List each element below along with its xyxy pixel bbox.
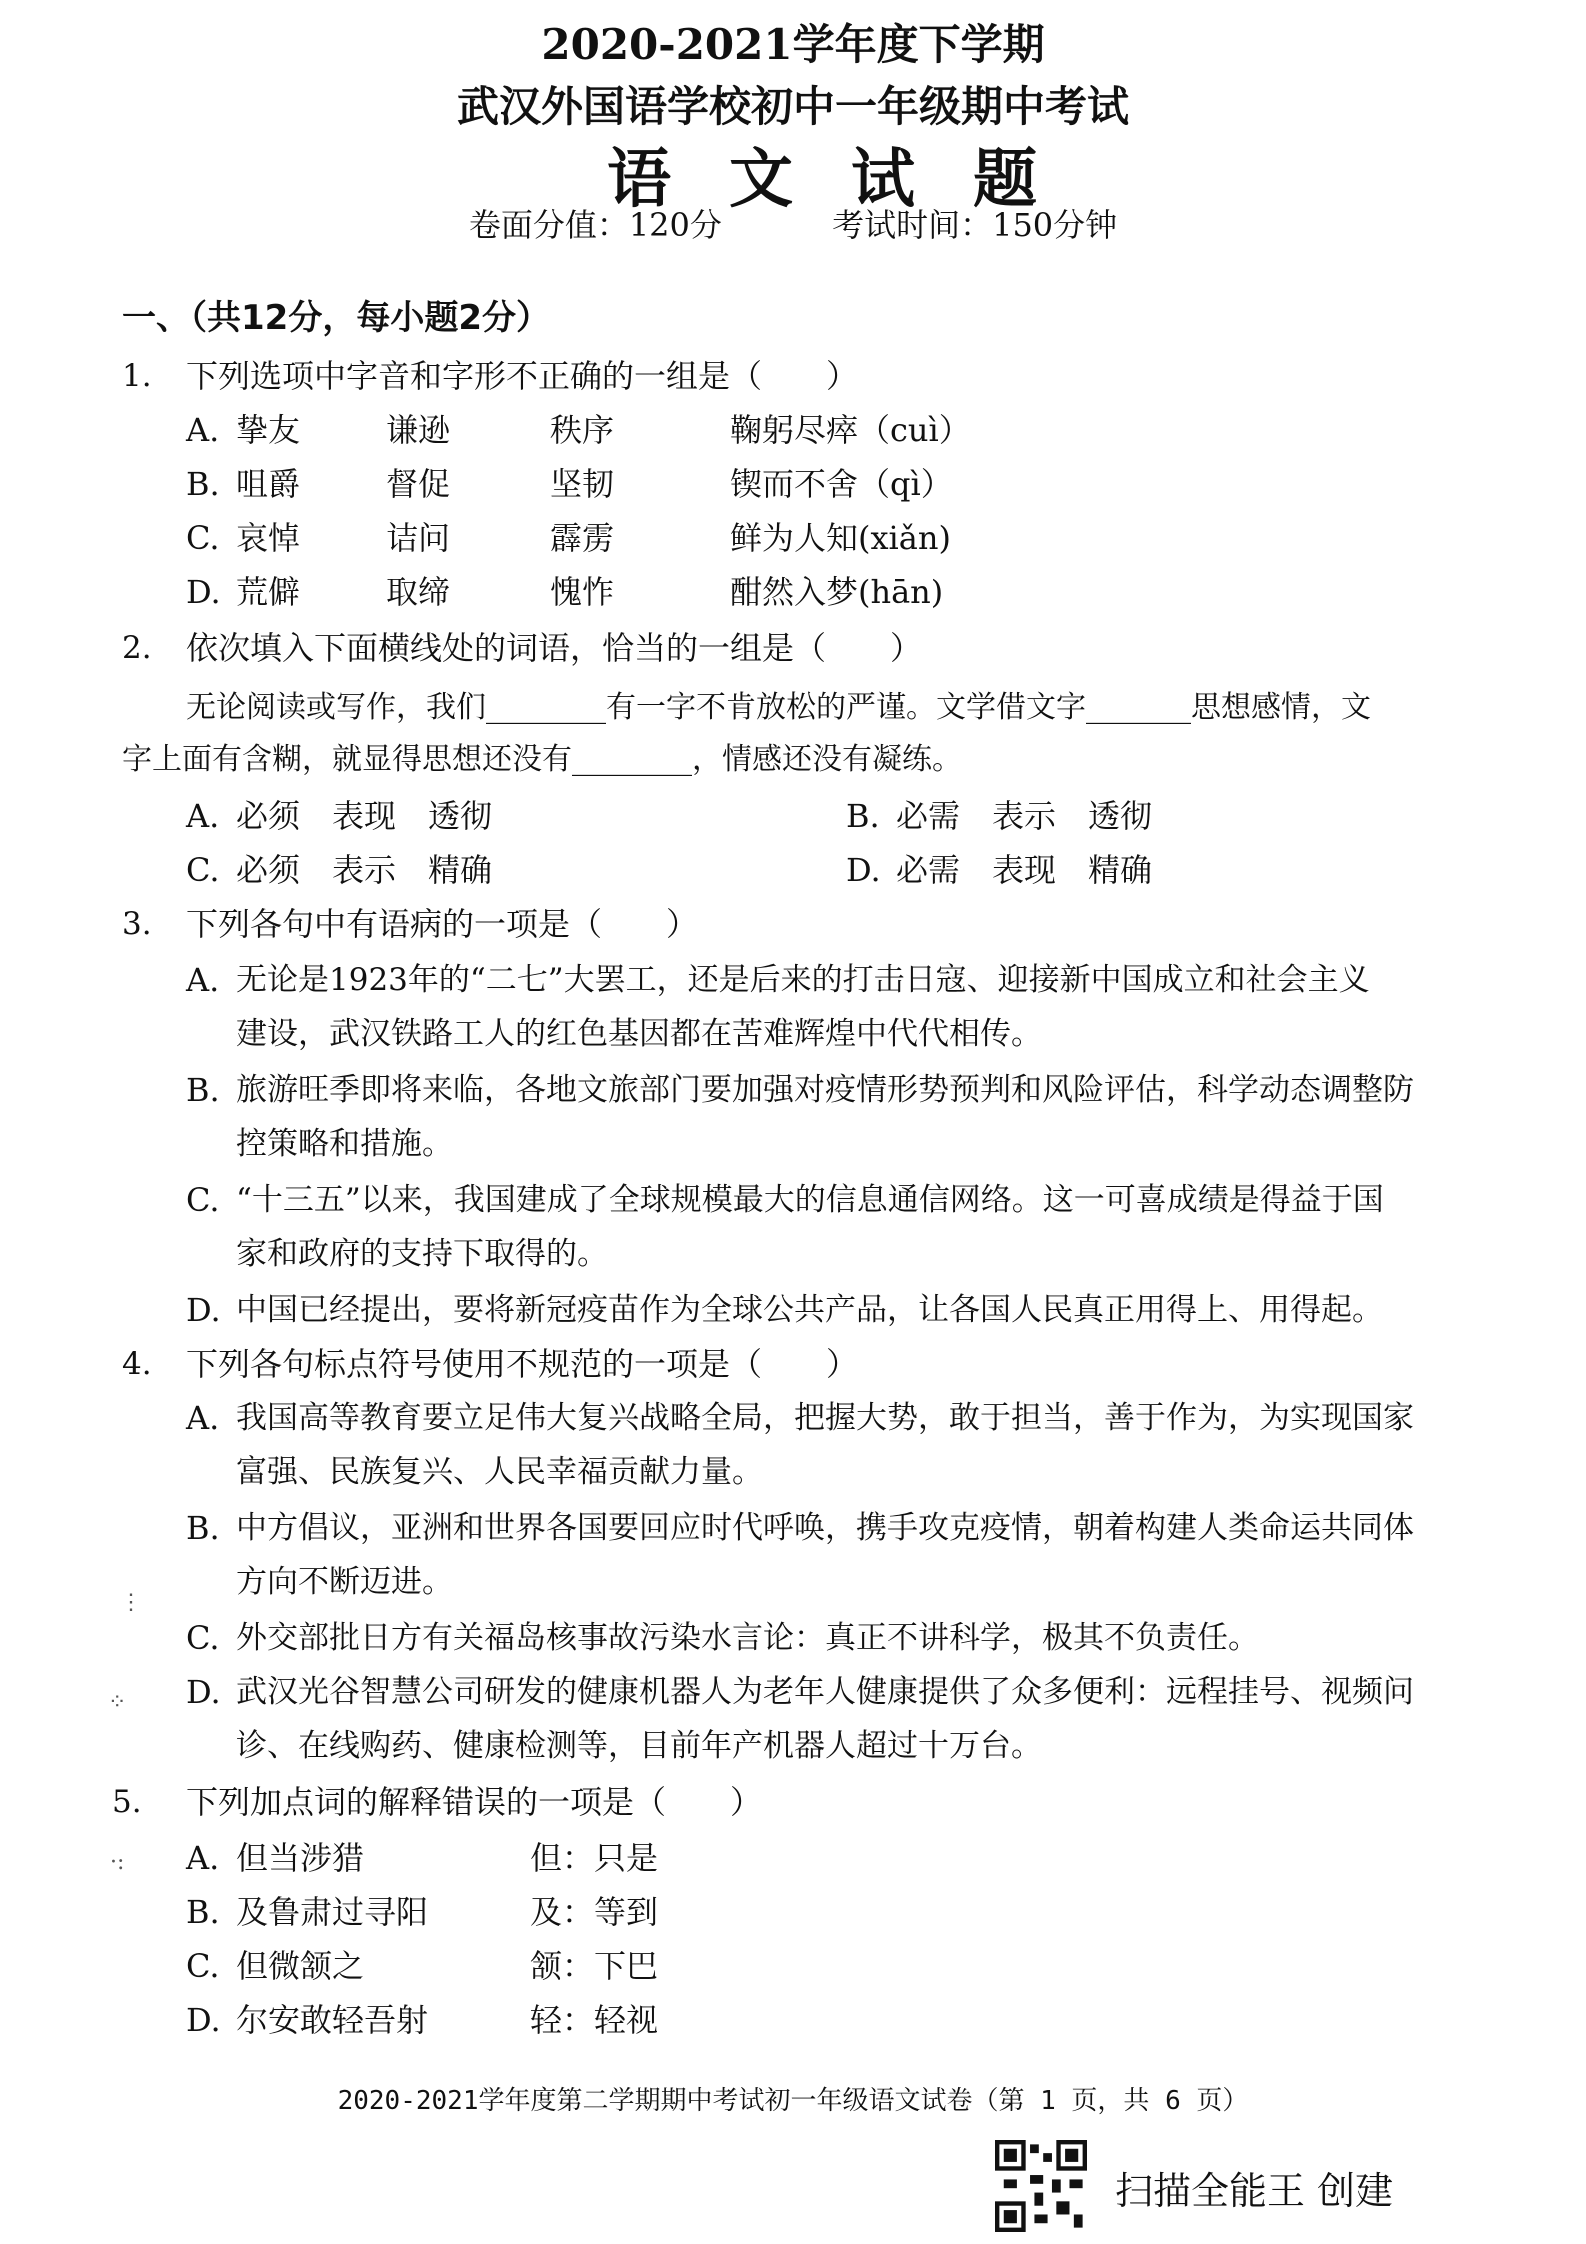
score-info: 卷面分值：120分 — [468, 206, 722, 244]
q4-option-d-line1: 武汉光谷智慧公司研发的健康机器人为老年人健康提供了众多便利：远程挂号、视频问 — [236, 1674, 1414, 1710]
q5-option-b-label: B. — [186, 1893, 220, 1931]
q5-option-d-expl: 轻：轻视 — [530, 2001, 659, 2039]
q2-passage-line2: 字上面有含糊，就显得思想还没有________，情感还没有凝练。 — [122, 742, 962, 777]
q2-passage-line1: 无论阅读或写作，我们________有一字不肯放松的严谨。文学借文字_______思想感情，文 — [186, 690, 1371, 725]
q4-option-b-line2: 方向不断迈进。 — [236, 1564, 453, 1600]
q4-option-d-label: D. — [186, 1673, 221, 1711]
q4-option-a-line1: 我国高等教育要立足伟大复兴战略全局，把握大势，敢于担当，善于作为，为实现国家 — [236, 1400, 1414, 1436]
q4-stem: 下列各句标点符号使用不规范的一项是（ ） — [186, 1345, 859, 1383]
option-word: 秩序 — [550, 411, 615, 449]
option-word: 督促 — [386, 465, 451, 503]
q1-stem: 下列选项中字音和字形不正确的一组是（ ） — [186, 357, 859, 395]
qr-code-icon — [995, 2140, 1087, 2232]
q5-number: 5. — [112, 1784, 142, 1820]
q4-option-a-line2: 富强、民族复兴、人民幸福贡献力量。 — [236, 1454, 763, 1490]
q2-option-c: 必须 表示 精确 — [236, 851, 493, 889]
q2-option-b: 必需 表示 透彻 — [896, 797, 1153, 835]
q2-number: 2. — [122, 630, 152, 666]
q3-option-c-label: C. — [186, 1181, 220, 1219]
header-meta — [0, 200, 1586, 246]
q3-option-c-line2: 家和政府的支持下取得的。 — [236, 1236, 608, 1272]
q3-option-b-label: B. — [186, 1071, 220, 1109]
option-word: 诘问 — [386, 519, 451, 557]
q4-option-c-label: C. — [186, 1619, 220, 1657]
q4-option-a-label: A. — [186, 1399, 220, 1437]
q2-option-c-label: C. — [186, 851, 220, 889]
q2-option-a-label: A. — [186, 797, 220, 835]
q2-stem: 依次填入下面横线处的词语，恰当的一组是（ ） — [186, 629, 923, 667]
option-word: 锲而不舍（qì） — [730, 465, 953, 503]
q5-option-c-label: C. — [186, 1947, 220, 1985]
section-title: 一、（共12分，每小题2分） — [122, 298, 550, 338]
q3-option-d-line1: 中国已经提出，要将新冠疫苗作为全球公共产品，让各国人民真正用得上、用得起。 — [236, 1292, 1383, 1328]
q5-option-d-text: 尔安敢轻吾射 — [236, 2001, 429, 2039]
option-word: 取缔 — [386, 573, 451, 611]
header-school: 武汉外国语学校初中一年级期中考试 — [456, 82, 1129, 131]
q5-option-a-text: 但当涉猎 — [236, 1839, 365, 1877]
q3-option-a-line1: 无论是1923年的“二七”大罢工，还是后来的打击日寇、迎接新中国成立和社会主义 — [236, 962, 1370, 998]
option-word: 霹雳 — [550, 519, 615, 557]
scan-noise: ⋮ — [120, 1590, 142, 1615]
q1-number: 1. — [122, 358, 152, 394]
option-word: 坚韧 — [550, 465, 615, 503]
q5-option-c-expl: 颔：下巴 — [530, 1947, 659, 1985]
scan-badge: 扫描全能王 创建 — [1115, 2169, 1394, 2213]
q2-option-d: 必需 表现 精确 — [896, 851, 1153, 889]
option-word: 咀爵 — [236, 465, 301, 503]
option-word: 鞠躬尽瘁（cuì） — [730, 411, 971, 449]
option-word: 谦逊 — [386, 411, 451, 449]
option-label: A. — [186, 411, 220, 449]
scan-noise: ⁘ — [108, 1690, 127, 1715]
q5-stem: 下列加点词的解释错误的一项是（ ） — [186, 1783, 763, 1821]
option-word: 挚友 — [236, 411, 301, 449]
q4-number: 4. — [122, 1346, 152, 1382]
q3-option-a-line2: 建设，武汉铁路工人的红色基因都在苦难辉煌中代代相传。 — [236, 1016, 1042, 1052]
q3-option-d-label: D. — [186, 1291, 221, 1329]
q4-option-d-line2: 诊、在线购药、健康检测等，目前年产机器人超过十万台。 — [236, 1728, 1042, 1764]
option-word: 鲜为人知(xiǎn) — [730, 519, 951, 557]
option-word: 荒僻 — [236, 573, 301, 611]
q2-option-b-label: B. — [846, 797, 880, 835]
q4-option-b-label: B. — [186, 1509, 220, 1547]
header-subject: 语文试题 — [607, 142, 1095, 217]
q3-option-b-line1: 旅游旺季即将来临，各地文旅部门要加强对疫情形势预判和风险评估，科学动态调整防 — [236, 1072, 1414, 1108]
q4-option-c-line1: 外交部批日方有关福岛核事故污染水言论：真正不讲科学，极其不负责任。 — [236, 1620, 1259, 1656]
page-footer: 2020-2021学年度第二学期期中考试初一年级语文试卷（第 1 页，共 6 页） — [337, 2086, 1249, 2116]
q3-stem: 下列各句中有语病的一项是（ ） — [186, 905, 699, 943]
q5-option-d-label: D. — [186, 2001, 221, 2039]
option-word: 愧怍 — [550, 573, 615, 611]
q3-option-c-line1: “十三五”以来，我国建成了全球规模最大的信息通信网络。这一可喜成绩是得益于国 — [236, 1182, 1384, 1218]
q5-option-c-text: 但微颔之 — [236, 1947, 365, 1985]
time-info: 考试时间：150分钟 — [832, 206, 1118, 244]
option-label: C. — [186, 519, 220, 557]
q4-option-b-line1: 中方倡议，亚洲和世界各国要回应时代呼唤，携手攻克疫情，朝着构建人类命运共同体 — [236, 1510, 1414, 1546]
scan-noise: ·: — [110, 1850, 125, 1875]
option-label: D. — [186, 573, 221, 611]
q5-option-a-expl: 但：只是 — [530, 1839, 659, 1877]
q5-option-a-label: A. — [186, 1839, 220, 1877]
q3-number: 3. — [122, 906, 152, 942]
q5-option-b-expl: 及：等到 — [530, 1893, 659, 1931]
q3-option-b-line2: 控策略和措施。 — [236, 1126, 453, 1162]
option-label: B. — [186, 465, 220, 503]
q5-option-b-text: 及鲁肃过寻阳 — [236, 1893, 429, 1931]
header-year: 2020-2021学年度下学期 — [541, 20, 1045, 69]
option-word: 哀悼 — [236, 519, 301, 557]
option-word: 酣然入梦(hān) — [730, 573, 944, 611]
q3-option-a-label: A. — [186, 961, 220, 999]
q2-option-a: 必须 表现 透彻 — [236, 797, 493, 835]
q2-option-d-label: D. — [846, 851, 881, 889]
